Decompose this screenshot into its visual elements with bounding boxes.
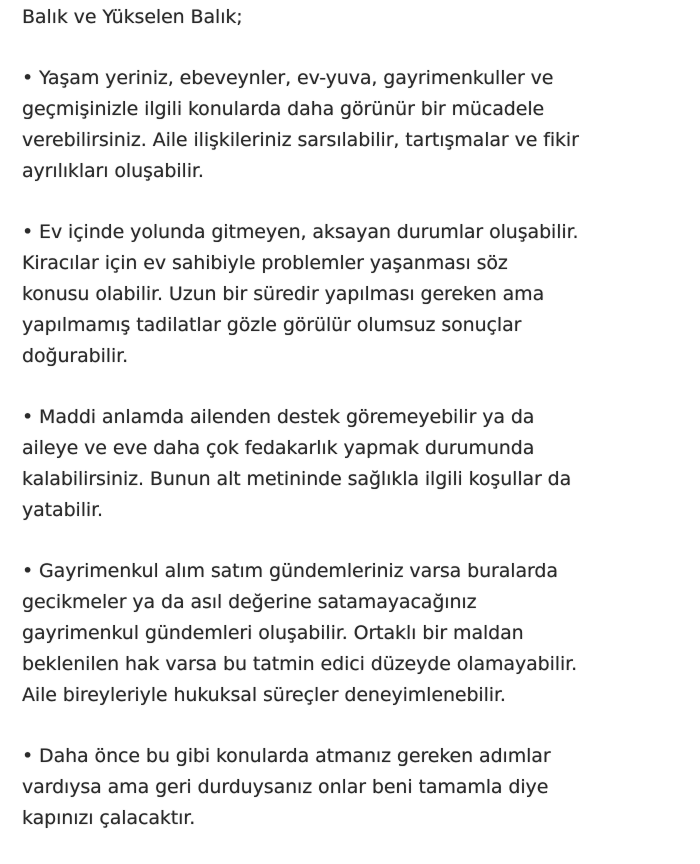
paragraph-line: vardıysa ama geri durduysanız onlar beni tamamla diye [22, 776, 549, 798]
document-heading: Balık ve Yükselen Balık; [22, 6, 243, 28]
paragraph-line: geçmişinizle ilgili konularda daha görünür bir mücadele [22, 98, 545, 120]
paragraph-real-estate [22, 556, 690, 711]
paragraph-line: • Yaşam yeriniz, ebeveynler, ev-yuva, gayrimenkuller ve [22, 67, 554, 89]
paragraph-household [22, 217, 690, 372]
document-body [22, 2, 690, 864]
paragraph-line: ayrılıkları oluşabilir. [22, 160, 204, 182]
paragraph-family-support [22, 402, 690, 526]
paragraph-past-steps [22, 741, 690, 834]
paragraph-line: yapılmamış tadilatlar gözle görülür olumsuz sonuçlar [22, 314, 522, 336]
paragraph-line: aileye ve eve daha çok fedakarlık yapmak durumunda [22, 437, 535, 459]
paragraph-line: konusu olabilir. Uzun bir süredir yapılması gereken ama [22, 283, 545, 305]
paragraph-line: Kiracılar için ev sahibiyle problemler yaşanması söz [22, 252, 508, 274]
paragraph-line: kapınızı çalacaktır. [22, 807, 196, 829]
paragraph-line: • Maddi anlamda ailenden destek göremeyebilir ya da [22, 406, 535, 428]
paragraph-line: doğurabilir. [22, 345, 129, 367]
paragraph-living-place [22, 63, 690, 187]
paragraph-line: beklenilen hak varsa bu tatmin edici düzeyde olamayabilir. [22, 653, 578, 675]
paragraph-line: • Daha önce bu gibi konularda atmanız gereken adımlar [22, 745, 551, 767]
paragraph-line: verebilirsiniz. Aile ilişkileriniz sarsılabilir, tartışmalar ve fikir [22, 129, 579, 151]
paragraph-line: gayrimenkul gündemleri oluşabilir. Ortaklı bir maldan [22, 622, 524, 644]
paragraph-line: • Gayrimenkul alım satım gündemleriniz varsa buralarda [22, 560, 558, 582]
paragraph-line: • Ev içinde yolunda gitmeyen, aksayan durumlar oluşabilir. [22, 221, 579, 243]
paragraph-line: kalabilirsiniz. Bunun alt metininde sağlıkla ilgili koşullar da [22, 468, 572, 490]
paragraph-line: yatabilir. [22, 499, 103, 521]
paragraph-line: gecikmeler ya da asıl değerine satamayacağınız [22, 591, 477, 613]
paragraph-line: Aile bireyleriyle hukuksal süreçler deneyimlenebilir. [22, 684, 506, 706]
